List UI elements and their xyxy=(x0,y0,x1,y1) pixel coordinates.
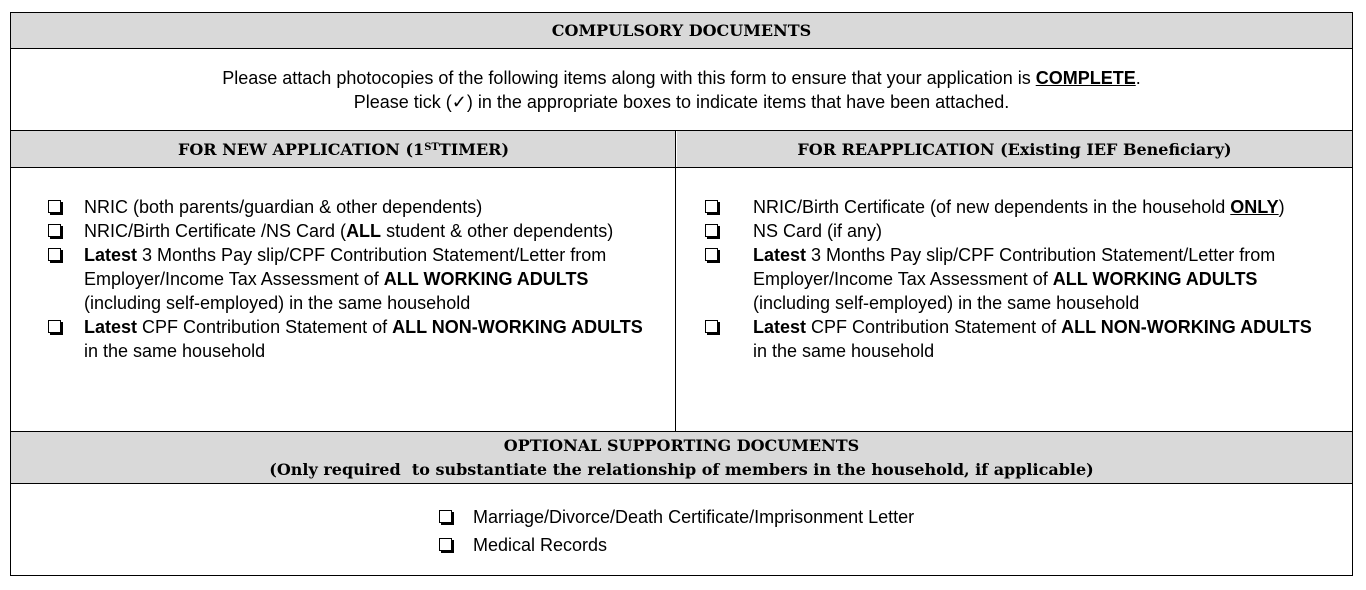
list-item xyxy=(705,195,1330,219)
item-emphasis: Latest xyxy=(753,317,807,337)
checkbox[interactable] xyxy=(439,538,452,551)
optional-documents-list xyxy=(439,503,914,559)
list-item xyxy=(439,531,914,559)
instructions xyxy=(11,49,1352,130)
list-item xyxy=(48,195,658,219)
item-text: NS Card (if any) xyxy=(753,221,883,241)
checkbox[interactable] xyxy=(705,320,718,333)
item-emphasis: ALL WORKING ADULTS xyxy=(383,269,589,289)
new-application-header xyxy=(11,131,676,167)
item-text: 3 Months Pay slip/CPF Contribution Statement/Letter from Employer/Income Tax Assessment of xyxy=(753,245,1276,289)
item-emphasis: Latest xyxy=(753,245,807,265)
checkbox[interactable] xyxy=(439,510,452,523)
checkbox[interactable] xyxy=(48,320,61,333)
compulsory-documents-header xyxy=(11,13,1352,48)
new-application-header-suffix: TIMER) xyxy=(438,139,510,159)
new-application-list xyxy=(48,195,658,363)
checkbox[interactable] xyxy=(48,200,61,213)
reapplication-list xyxy=(705,195,1330,363)
divider xyxy=(11,167,1352,168)
instructions-text: Please attach photocopies of the following items along with this form to ensure that your application is xyxy=(222,67,1036,88)
list-item xyxy=(705,243,1330,315)
checkbox[interactable] xyxy=(705,248,718,261)
item-text: (including self-employed) in the same household xyxy=(84,293,471,313)
item-emphasis: ALL NON-WORKING ADULTS xyxy=(392,317,643,337)
list-item xyxy=(705,219,1330,243)
item-text: in the same household xyxy=(753,341,935,361)
checkbox[interactable] xyxy=(705,200,718,213)
item-text: CPF Contribution Statement of xyxy=(806,317,1062,337)
item-emphasis: ALL NON-WORKING ADULTS xyxy=(1061,317,1312,337)
item-emphasis: ONLY xyxy=(1230,197,1279,217)
optional-documents-header xyxy=(11,432,1352,483)
item-text: CPF Contribution Statement of xyxy=(137,317,393,337)
item-text: NRIC (both parents/guardian & other dependents) xyxy=(84,197,483,217)
item-text: (including self-employed) in the same household xyxy=(753,293,1140,313)
item-text: Marriage/Divorce/Death Certificate/Imprisonment Letter xyxy=(473,507,915,527)
item-emphasis: Latest xyxy=(84,245,138,265)
instructions-line-2: Please tick (✓) in the appropriate boxes to indicate items that have been attached. xyxy=(353,91,1010,112)
new-application-header-text: FOR NEW APPLICATION (1 xyxy=(177,139,425,159)
checkbox[interactable] xyxy=(48,224,61,237)
item-text: NRIC/Birth Certificate (of new dependents in the household xyxy=(753,197,1231,217)
optional-documents-section xyxy=(11,484,1352,574)
list-item xyxy=(705,315,1330,363)
item-text: Medical Records xyxy=(473,535,608,555)
item-text: in the same household xyxy=(84,341,266,361)
new-application-header-superscript: ST xyxy=(424,141,439,153)
item-text: ) xyxy=(1278,197,1285,217)
complete-emphasis: COMPLETE xyxy=(1035,67,1136,88)
item-emphasis: ALL xyxy=(346,221,382,241)
item-emphasis: ALL WORKING ADULTS xyxy=(1052,269,1258,289)
list-item xyxy=(48,243,658,315)
optional-documents-subtitle: (Only required to substantiate the relationship of members in the household, if applicable) xyxy=(269,459,1094,479)
checkbox[interactable] xyxy=(705,224,718,237)
column-divider xyxy=(675,130,676,431)
item-text: student & other dependents) xyxy=(381,221,614,241)
list-item xyxy=(48,315,658,363)
instructions-line-1 xyxy=(11,66,1352,90)
optional-documents-title: OPTIONAL SUPPORTING DOCUMENTS xyxy=(503,435,860,455)
instructions-period: . xyxy=(1135,67,1141,88)
item-text: NRIC/Birth Certificate /NS Card ( xyxy=(84,221,347,241)
list-item xyxy=(439,503,914,531)
item-text: 3 Months Pay slip/CPF Contribution Statement/Letter from Employer/Income Tax Assessment of xyxy=(84,245,607,289)
item-emphasis: Latest xyxy=(84,317,138,337)
documents-form xyxy=(10,12,1353,576)
compulsory-documents-title: COMPULSORY DOCUMENTS xyxy=(551,21,812,40)
checkbox[interactable] xyxy=(48,248,61,261)
reapplication-header xyxy=(677,131,1352,167)
reapplication-header-text: FOR REAPPLICATION (Existing IEF Beneficiary) xyxy=(797,139,1232,159)
list-item xyxy=(48,219,658,243)
